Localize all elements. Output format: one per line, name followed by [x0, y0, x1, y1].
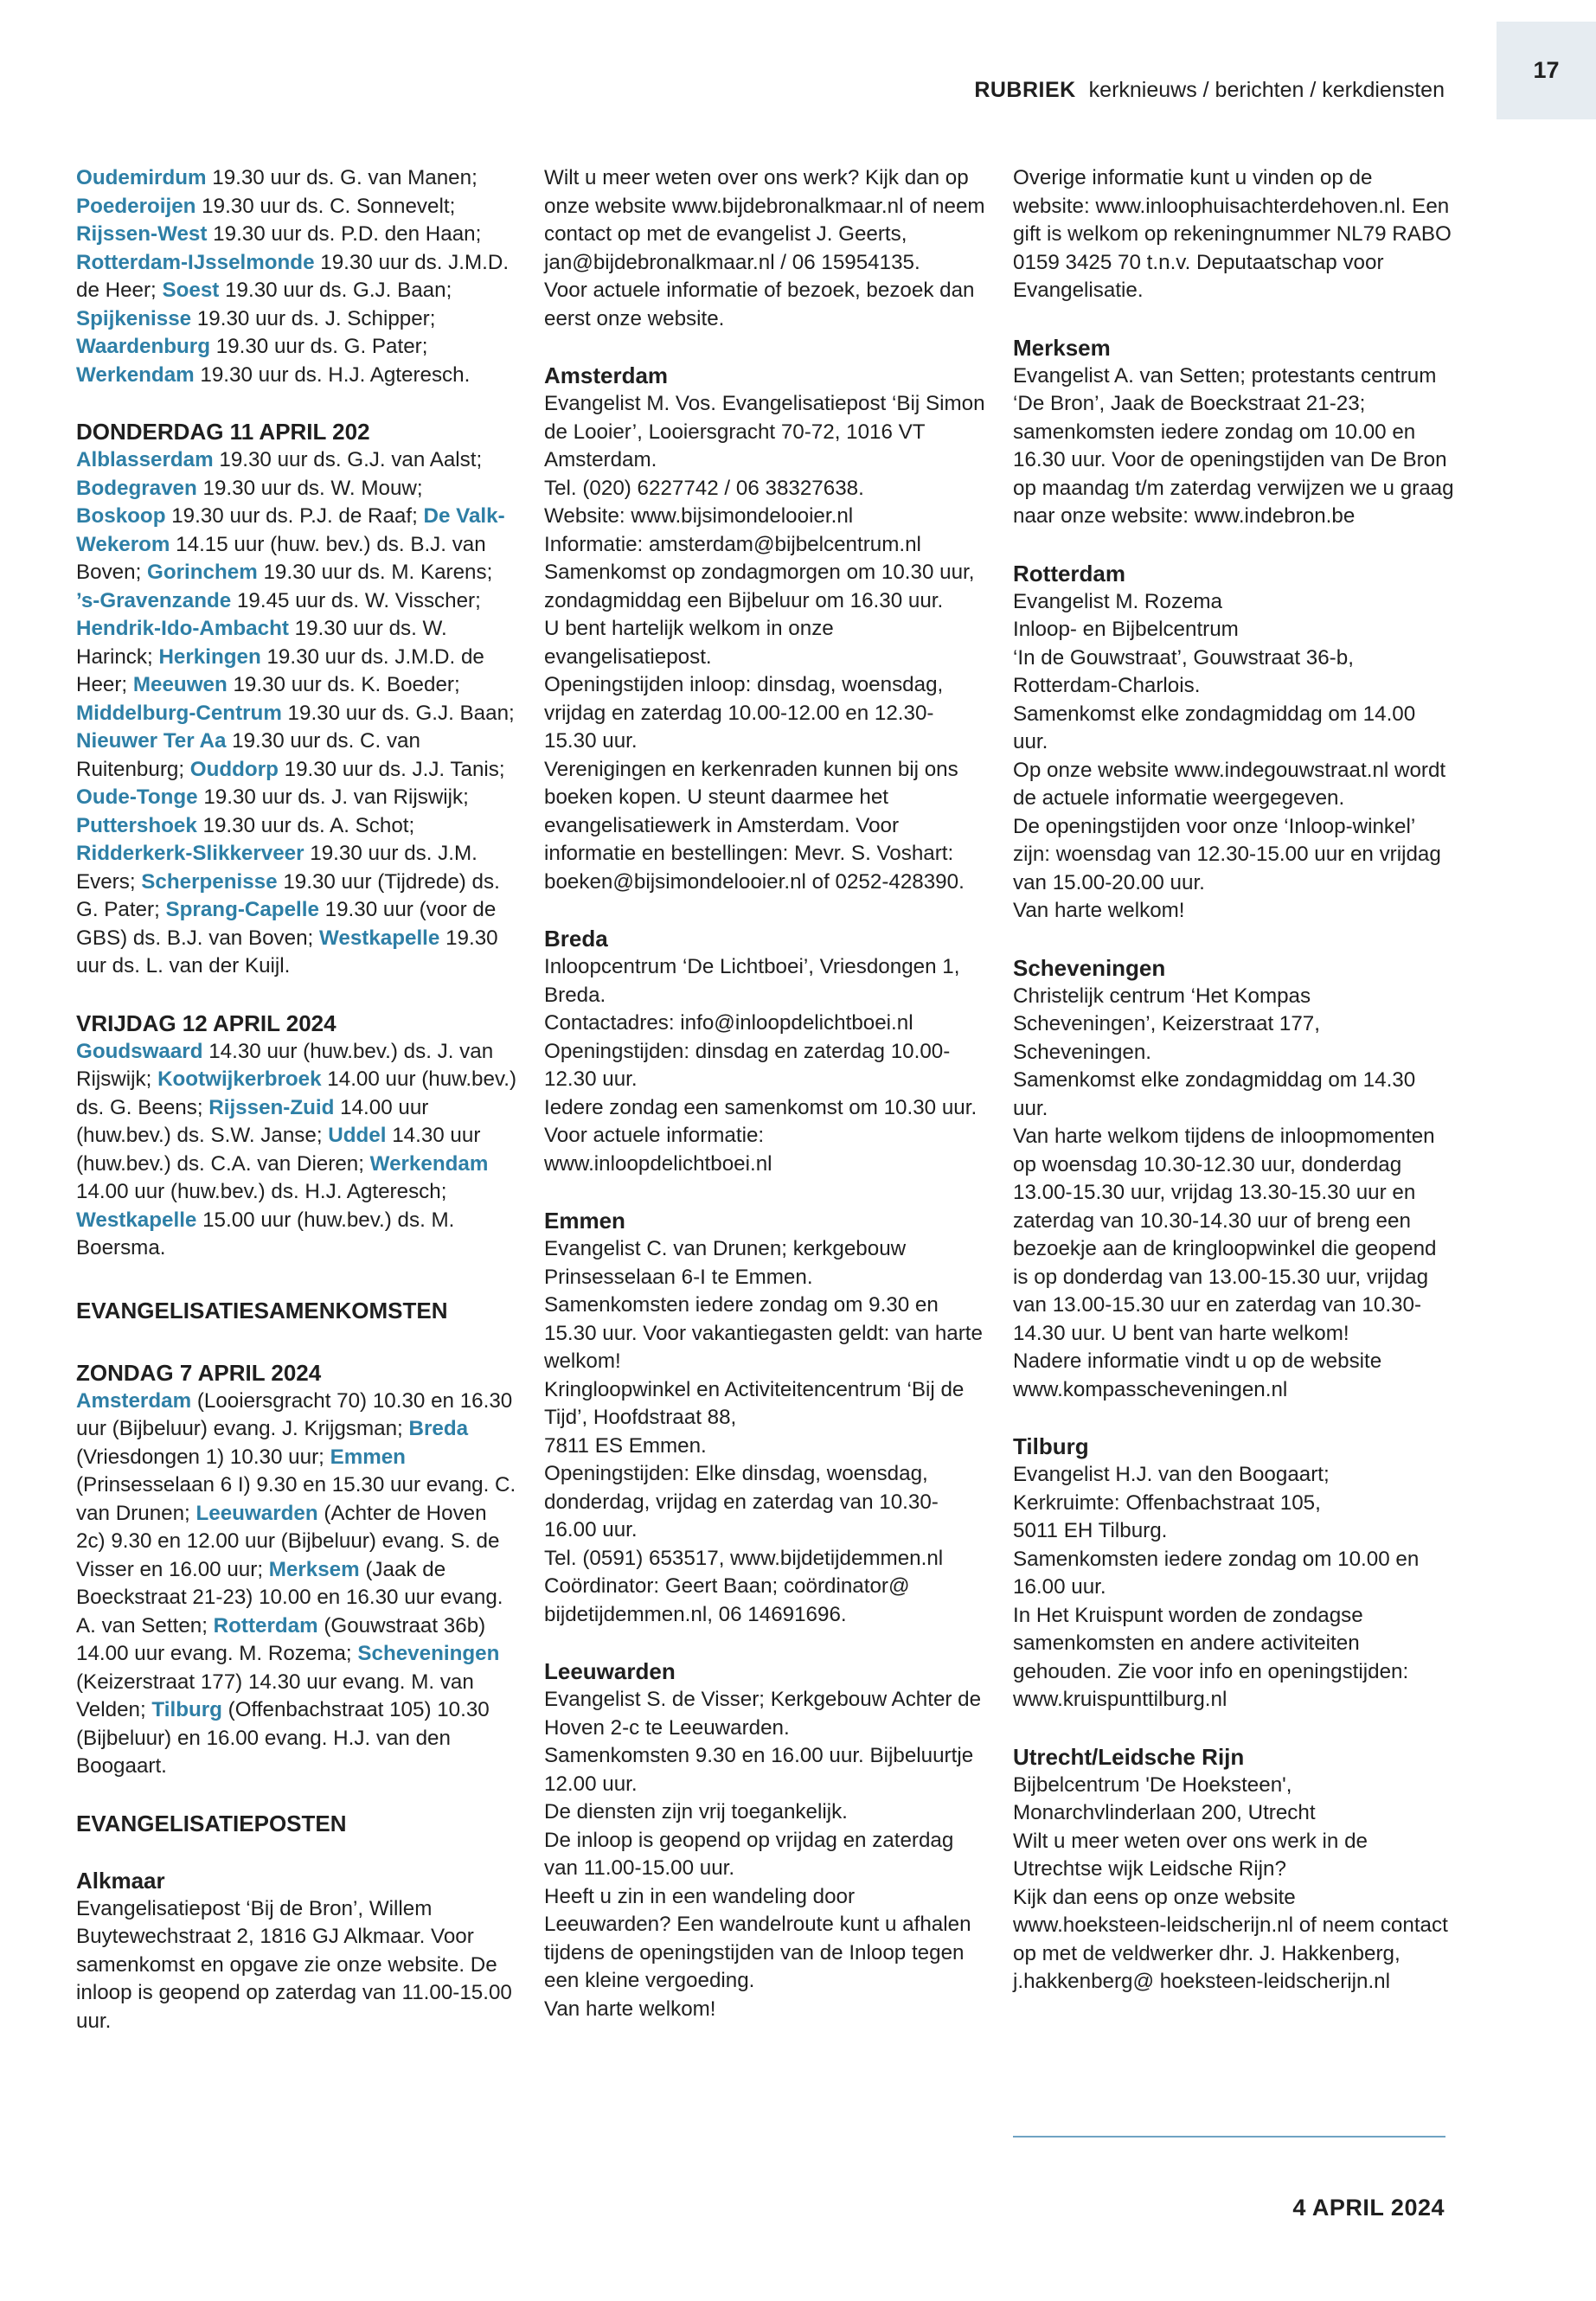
service-details: (Looiersgracht 70) 10.30 en 16.30 uur (Bijbeluur) evang. J. Krijgsman;	[76, 1388, 513, 1440]
column-2	[544, 164, 985, 2023]
service-details: 14.00 uur (huw.bev.) ds. H.J. Agteresch;	[76, 1180, 447, 1203]
listing-paragraph	[76, 446, 517, 981]
column-3	[1013, 164, 1454, 1997]
place-name: Ridderkerk-Slikkerveer	[76, 842, 304, 865]
city-text-tilburg: Evangelist H.J. van den Boogaart; Kerkruimte: Offenbachstraat 105, 5011 EH Tilburg. Samenkomsten iedere zondag om 10.00 en 16.00 uur. In Het Kruispunt worden de zondagse samenkomsten en andere activiteiten gehouden. Zie voor info en openingstijden: www.kruispunttilburg.nl	[1013, 1463, 1420, 1711]
service-details: 19.30 uur ds. H.J. Agteresch.	[194, 362, 471, 387]
place-name: Ouddorp	[189, 757, 279, 781]
city-text-merksem: Evangelist A. van Setten; protestants centrum ‘De Bron’, Jaak de Boeckstraat 21-23; samenkomsten iedere zondag om 10.00 en 16.30 uur. Voor de openingstijden van De Bron op maandag t/m zaterdag verwijzen we u graag naar onze website: www.indebron.be	[1013, 363, 1454, 528]
place-name: Oudemirdum	[76, 166, 207, 189]
service-details: 19.30 uur ds. C. Sonnevelt;	[195, 194, 456, 218]
service-details: 15.00 uur (huw.bev.) ds. M. Boersma.	[76, 1208, 455, 1259]
service-details: 19.30 uur ds. G.J. Baan;	[281, 701, 515, 725]
service-details: 14.30 uur (huw.bev.) ds. J. van Rijswijk;	[76, 1039, 494, 1091]
service-details: 19.30 uur ds. C. van Ruitenburg;	[76, 729, 420, 781]
page-number-tab	[1497, 22, 1596, 119]
place-name: Hendrik-Ido-Ambacht	[76, 617, 289, 640]
city-heading-alkmaar: Alkmaar	[76, 1867, 165, 1894]
place-name: Sprang-Capelle	[165, 898, 319, 921]
place-name: Leeuwarden	[195, 1501, 318, 1525]
city-heading-scheveningen: Scheveningen	[1013, 954, 1166, 981]
place-name: Scherpenisse	[141, 869, 278, 894]
city-text-alkmaar-cont: Wilt u meer weten over ons werk? Kijk dan op onze website www.bijdebronalkmaar.nl of neem contact op met de evangelist J. Geerts, jan@bijdebronalkmaar.nl / 06 15954135. Voor actuele informatie of bezoek, bezoek dan eerst onze website.	[544, 166, 985, 330]
place-name: Scheveningen	[357, 1642, 500, 1665]
city-heading-rotterdam: Rotterdam	[1013, 560, 1126, 586]
page-header	[974, 78, 1445, 103]
service-details: 19.30 uur ds. J.M.D. de Heer;	[76, 644, 484, 696]
place-name: Waardenburg	[76, 335, 210, 358]
place-name: Rijssen-Zuid	[208, 1095, 335, 1119]
service-details: 19.30 uur ds. J. van Rijswijk;	[197, 785, 469, 809]
place-name: Meeuwen	[132, 673, 228, 696]
place-name: Herkingen	[158, 644, 261, 669]
service-details: (Gouwstraat 36b) 14.00 uur evang. M. Rozema;	[76, 1613, 486, 1665]
place-name: Westkapelle	[76, 1208, 197, 1232]
city-text-scheveningen: Christelijk centrum ‘Het Kompas Scheveningen’, Keizerstraat 177, Scheveningen. Samenkomst elke zondagmiddag om 14.30 uur. Van harte welkom tijdens de inloopmomenten op woensdag 10.30-12.30 uur, donderdag 13.00-15.30 uur, vrijdag 13.30-15.30 uur en zaterdag van 10.30-14.30 uur of breng een bezoekje aan de kringloopwinkel die geopend is op donderdag van 13.00-15.30 uur, vrijdag van 13.00-15.30 uur en zaterdag van 10.30-14.30 uur. U bent van harte welkom! Nadere informatie vindt u op de website www.kompasscheveningen.nl	[1013, 984, 1437, 1401]
place-name: Tilburg	[151, 1698, 222, 1721]
service-details: 19.30 uur ds. J.M.D. de Heer;	[76, 250, 510, 302]
place-name: De Valk-Wekerom	[76, 504, 505, 556]
city-heading-breda: Breda	[544, 926, 608, 952]
service-details: 19.30 uur ds. W. Mouw;	[196, 476, 423, 500]
service-details: 19.30 uur ds. J.J. Tanis;	[278, 757, 505, 781]
section-label: kerknieuws / berichten / kerkdiensten	[1088, 78, 1445, 102]
service-details: (Jaak de Boeckstraat 21-23) 10.00 en 16.30 uur evang. A. van Setten;	[76, 1557, 503, 1638]
city-text-leeuwarden: Evangelist S. de Visser; Kerkgebouw Achter de Hoven 2-c te Leeuwarden. Samenkomsten 9.30 en 16.00 uur. Bijbeluurtje 12.00 uur. De diensten zijn vrij toegankelijk. De inloop is geopend op vrijdag en zaterdag van 11.00-15.00 uur. Heeft u zin in een wandeling door Leeuwarden? Een wandelroute kunt u afhalen tijdens de openingstijden van de Inloop tegen een kleine vergoeding. Van harte welkom!	[544, 1688, 982, 2021]
day-heading-sunday: ZONDAG 7 APRIL 2024	[76, 1359, 322, 1386]
service-details: 19.30 uur ds. W. Harinck;	[76, 617, 447, 669]
service-details: 14.00 uur (huw.bev.) ds. S.W. Janse;	[76, 1095, 429, 1147]
place-name: Poederoijen	[76, 194, 196, 218]
service-details: 14.00 uur (huw.bev.) ds. G. Beens;	[76, 1067, 517, 1119]
city-text-alkmaar: Evangelisatiepost ‘Bij de Bron’, Willem Buytewechstraat 2, 1816 GJ Alkmaar. Voor samenkomst en opgave zie onze website. De inloop is geopend op zaterdag van 11.00-15.00 uur.	[76, 1896, 512, 2033]
service-details: (Achter de Hoven 2c) 9.30 en 12.00 uur (Bijbeluur) evang. S. de Visser en 16.00 uur;	[76, 1501, 500, 1581]
place-name: Kootwijkerbroek	[157, 1067, 322, 1091]
column-1	[76, 164, 517, 2035]
place-name: Puttershoek	[76, 813, 197, 837]
place-name: Spijkenisse	[76, 306, 192, 330]
service-details: 19.45 uur ds. W. Visscher;	[231, 588, 481, 612]
service-details: (Keizerstraat 177) 14.30 uur evang. M. van Velden;	[76, 1670, 474, 1721]
place-name: Amsterdam	[76, 1388, 192, 1413]
place-name: Rotterdam-IJsselmonde	[76, 250, 315, 274]
place-name: Westkapelle	[318, 926, 440, 950]
place-name: Middelburg-Centrum	[76, 701, 282, 725]
place-name: Soest	[162, 279, 220, 302]
service-details: 14.30 uur (huw.bev.) ds. C.A. van Dieren;	[76, 1124, 481, 1176]
place-name: Gorinchem	[147, 561, 258, 584]
service-details: 19.30 uur ds. G. Pater;	[210, 335, 428, 358]
service-details: 19.30 uur ds. P.D. den Haan;	[207, 222, 482, 246]
service-details: 14.15 uur (huw. bev.) ds. B.J. van Boven;	[76, 532, 486, 584]
city-text-emmen: Evangelist C. van Drunen; kerkgebouw Prinsesselaan 6-I te Emmen. Samenkomsten iedere zondag om 9.30 en 15.30 uur. Voor vakantiegasten geldt: van harte welkom! Kringloopwinkel en Activiteitencentrum ‘Bij de Tijd’, Hoofdstraat 88, 7811 ES Emmen. Openingstijden: Elke dinsdag, woensdag, donderdag, vrijdag en zaterdag van 10.30-16.00 uur. Tel. (0591) 653517, www.bijdetijdemmen.nl Coördinator: Geert Baan; coördinator@ bijdetijdemmen.nl, 06 14691696.	[544, 1237, 983, 1626]
service-details: (Vriesdongen 1) 10.30 uur;	[76, 1445, 330, 1469]
city-heading-leeuwarden: Leeuwarden	[544, 1658, 676, 1684]
city-text-rotterdam: Evangelist M. Rozema Inloop- en Bijbelcentrum ‘In de Gouwstraat’, Gouwstraat 36-b, Rotterdam-Charlois. Samenkomst elke zondagmiddag om 14.00 uur. Op onze website www.indegouwstraat.nl wordt de actuele informatie weergegeven. De openingstijden voor onze ‘Inloop-winkel’ zijn: woensdag van 12.30-15.00 uur en vrijdag van 15.00-20.00 uur. Van harte welkom!	[1013, 589, 1446, 922]
info-paragraph: Overige informatie kunt u vinden op de website: www.inloophuisachterdehoven.nl. Een gift is welkom op rekeningnummer NL79 RABO 0159 3425 70 t.n.v. Deputaatschap voor Evangelisatie.	[1013, 166, 1452, 302]
service-details: 19.30 uur (voor de GBS) ds. B.J. van Boven;	[76, 898, 497, 950]
place-name: Bodegraven	[76, 476, 197, 500]
service-details: 19.30 uur ds. A. Schot;	[196, 813, 415, 837]
service-details: 19.30 uur ds. G.J. van Aalst;	[213, 448, 483, 471]
service-details: 19.30 uur ds. J.M. Evers;	[76, 842, 478, 894]
city-heading-emmen: Emmen	[544, 1208, 625, 1234]
place-name: ’s-Gravenzande	[76, 588, 232, 612]
city-heading-amsterdam: Amsterdam	[544, 362, 669, 388]
section-heading-posts: EVANGELISATIEPOSTEN	[76, 1810, 347, 1836]
place-name: Alblasserdam	[76, 448, 214, 471]
place-name: Emmen	[330, 1445, 406, 1469]
service-details: 19.30 uur ds. G. van Manen;	[206, 166, 478, 189]
place-name: Nieuwer Ter Aa	[76, 729, 227, 753]
day-heading-thursday: DONDERDAG 11 APRIL 202	[76, 419, 370, 445]
place-name: Rijssen-West	[76, 222, 208, 246]
city-text-amsterdam: Evangelist M. Vos. Evangelisatiepost ‘Bij Simon de Looier’, Looiersgracht 70-72, 1016 VT Amsterdam. Tel. (020) 6227742 / 06 38327638. Website: www.bijsimondelooier.nl Informatie: amsterdam@bijbelcentrum.nl Samenkomst op zondagmorgen om 10.30 uur, zondagmiddag een Bijbeluur om 16.30 uur. U bent hartelijk welkom in onze evangelisatiepost. Openingstijden inloop: dinsdag, woensdag, vrijdag en zaterdag 10.00-12.00 en 12.30-15.30 uur. Verenigingen en kerkenraden kunnen bij ons boeken kopen. U steunt daarmee het evangelisatiewerk in Amsterdam. Voor informatie en bestellingen: Mevr. S. Voshart: boeken@bijsimondelooier.nl of 0252-428390.	[544, 392, 985, 894]
city-heading-merksem: Merksem	[1013, 334, 1111, 361]
place-name: Werkendam	[76, 362, 195, 387]
place-name: Merksem	[268, 1557, 360, 1581]
place-name: Rotterdam	[213, 1613, 318, 1638]
listing-paragraph	[76, 1038, 517, 1263]
service-details: (Offenbachstraat 105) 10.30 (Bijbeluur) en 16.00 evang. H.J. van den Boogaart.	[76, 1698, 490, 1778]
service-details: 19.30 uur ds. J. Schipper;	[191, 306, 436, 330]
listing-paragraph	[76, 1388, 517, 1781]
place-name: Boskoop	[76, 504, 166, 528]
city-text-utrecht: Bijbelcentrum 'De Hoeksteen', Monarchvlinderlaan 200, Utrecht Wilt u meer weten over ons werk in de Utrechtse wijk Leidsche Rijn? Kijk dan eens op onze website www.hoeksteen-leidscherijn.nl of neem contact op met de veldwerker dhr. J. Hakkenberg, j.hakkenberg@ hoeksteen-leidscherijn.nl	[1013, 1772, 1448, 1993]
rubric-label: RUBRIEK	[974, 78, 1076, 102]
page-number: 17	[1533, 57, 1560, 83]
section-heading-meetings: EVANGELISATIESAMENKOMSTEN	[76, 1297, 448, 1324]
place-name: Uddel	[328, 1124, 387, 1147]
listing-paragraph	[76, 164, 517, 389]
service-details: (Prinsesselaan 6 I) 9.30 en 15.30 uur evang. C. van Drunen;	[76, 1473, 516, 1525]
city-text-breda: Inloopcentrum ‘De Lichtboei’, Vriesdongen 1, Breda. Contactadres: info@inloopdelichtboei.nl Openingstijden: dinsdag en zaterdag 10.00-12.30 uur. Iedere zondag een samenkomst om 10.30 uur. Voor actuele informatie: www.inloopdelichtboei.nl	[544, 955, 977, 1176]
place-name: Breda	[408, 1417, 469, 1440]
column-end-divider	[1013, 2136, 1445, 2138]
city-heading-tilburg: Tilburg	[1013, 1433, 1089, 1459]
city-heading-utrecht: Utrecht/Leidsche Rijn	[1013, 1743, 1245, 1770]
place-name: Werkendam	[369, 1151, 489, 1176]
service-details: 19.30 uur ds. M. Karens;	[257, 561, 493, 584]
service-details: 19.30 uur ds. P.J. de Raaf;	[165, 504, 424, 528]
service-details: 19.30 uur ds. L. van der Kuijl.	[76, 926, 498, 977]
place-name: Goudswaard	[76, 1039, 203, 1063]
service-details: 19.30 uur ds. G.J. Baan;	[219, 279, 452, 302]
service-details: 19.30 uur (Tijdrede) ds. G. Pater;	[76, 869, 500, 921]
service-details: 19.30 uur ds. K. Boeder;	[227, 673, 460, 696]
place-name: Oude-Tonge	[76, 785, 198, 809]
footer-date: 4 APRIL 2024	[1292, 2195, 1445, 2221]
day-heading-friday: VRIJDAG 12 APRIL 2024	[76, 1009, 337, 1036]
